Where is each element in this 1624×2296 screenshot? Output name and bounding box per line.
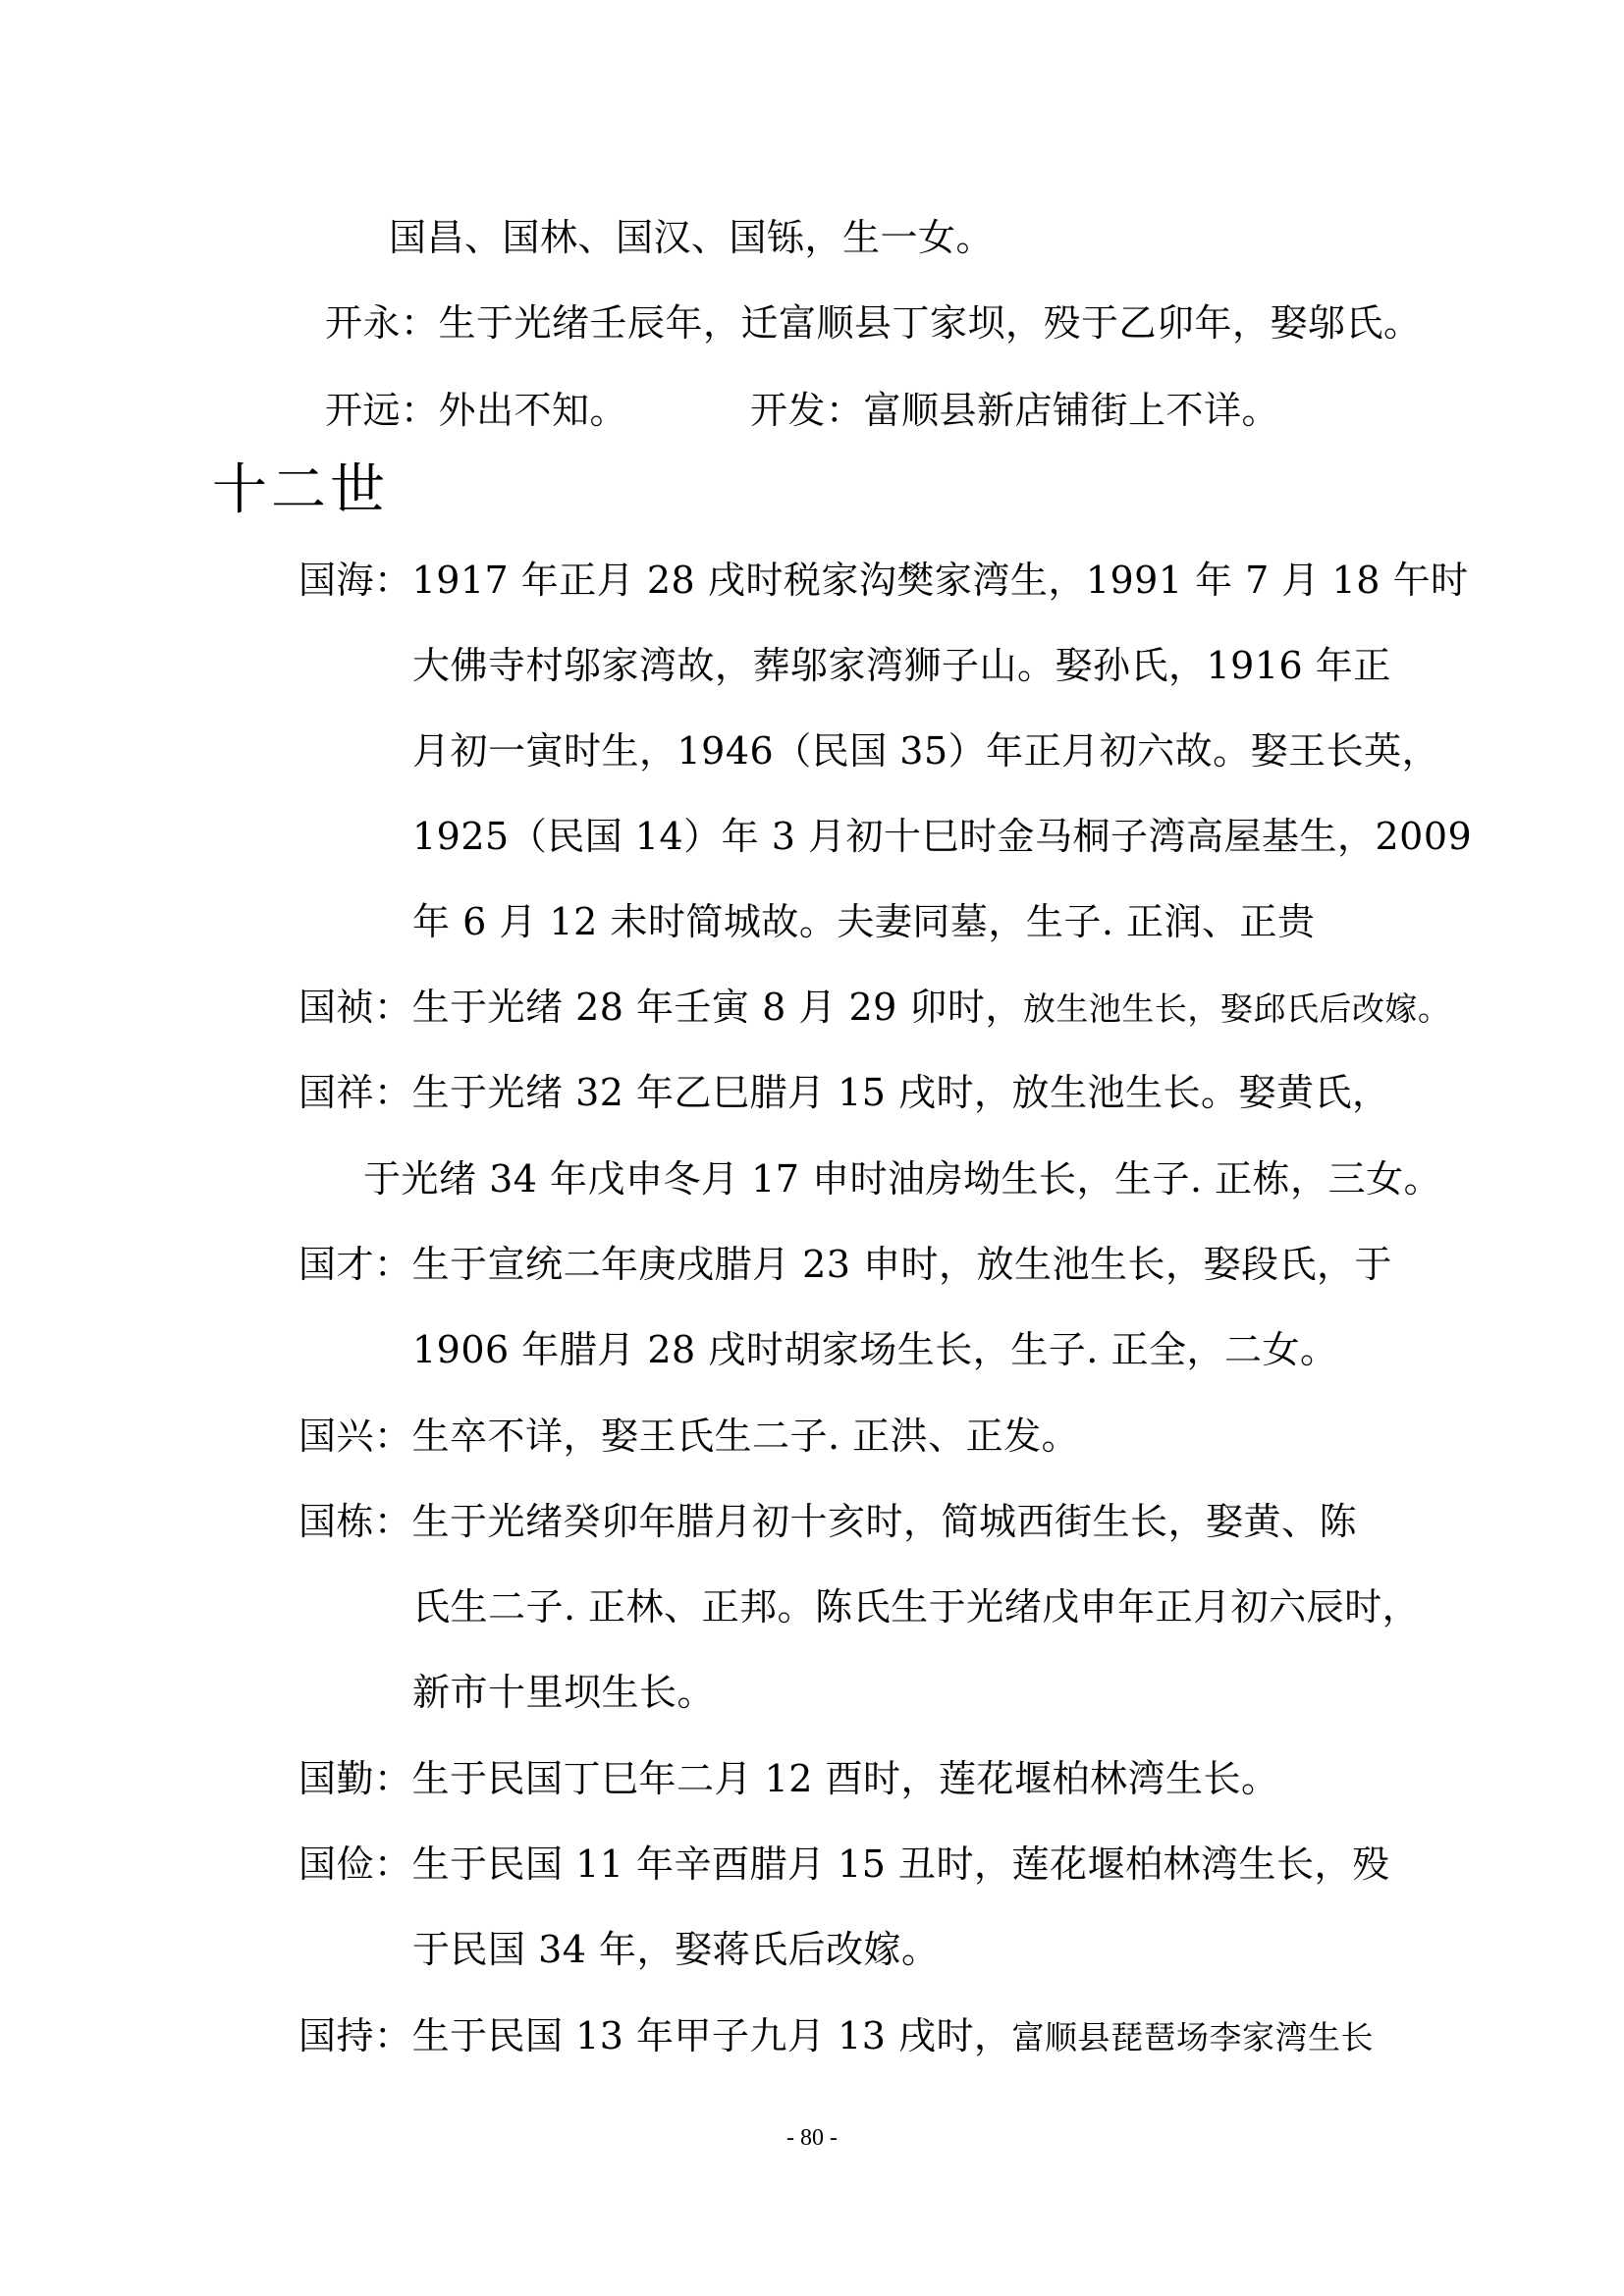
entry-text: 生于光绪癸卯年腊月初十亥时，简城西街生长，娶黄、陈 bbox=[411, 1500, 1358, 1543]
entry-guojian-line-2: 于民国 34 年，娶蒋氏后改嫁。 bbox=[412, 1928, 940, 1971]
entry-guojian-line-1 bbox=[298, 1842, 1390, 1887]
entry-guoxiang-line-1 bbox=[298, 1070, 1390, 1115]
entry-text: 生卒不详，娶王氏生二子. 正洪、正发。 bbox=[411, 1415, 1080, 1458]
entry-guohai-line-3: 月初一寅时生，1946（民国 35）年正月初六故。娶王长英， bbox=[412, 729, 1440, 773]
entry-name: 国祥： bbox=[298, 1071, 412, 1114]
entry-name: 国栋： bbox=[298, 1500, 412, 1543]
entry-guoxiang-line-2: 于光绪 34 年戊申冬月 17 申时油房坳生长，生子. 正栋，三女。 bbox=[363, 1157, 1442, 1201]
entry-guoxing bbox=[298, 1414, 1079, 1459]
entry-kaiyuan: 开远：外出不知。 bbox=[325, 389, 628, 432]
entry-text: 生于民国 13 年甲子九月 13 戌时， bbox=[411, 2014, 1012, 2057]
entry-kaifa: 开发：富顺县新店铺街上不详。 bbox=[750, 389, 1280, 432]
entry-guoqin bbox=[298, 1756, 1279, 1801]
entry-guodong-line-1 bbox=[298, 1499, 1357, 1544]
continuation-line: 国昌、国林、国汉、国铄，生一女。 bbox=[389, 216, 995, 259]
entry-kaiyong: 开永：生于光绪壬辰年，迁富顺县丁家坝，殁于乙卯年，娶邬氏。 bbox=[325, 301, 1422, 345]
entry-guohai-line-5: 年 6 月 12 未时简城故。夫妻同墓，生子. 正润、正贵 bbox=[412, 900, 1316, 943]
entry-guocai-line-2: 1906 年腊月 28 戌时胡家场生长，生子. 正全，二女。 bbox=[412, 1328, 1338, 1371]
entry-guocai-line-1 bbox=[298, 1242, 1392, 1287]
entry-text: 生于民国 11 年辛酉腊月 15 丑时，莲花堰柏林湾生长，殁 bbox=[411, 1842, 1390, 1886]
entry-name: 国持： bbox=[298, 2014, 412, 2057]
entry-guozhen bbox=[298, 985, 1450, 1032]
entry-text: 1917 年正月 28 戌时税家沟樊家湾生，1991 年 7 月 18 午时 bbox=[411, 559, 1469, 602]
entry-text-small: 富顺县琵琶场李家湾生长 bbox=[1011, 2018, 1375, 2056]
entry-guohai-line-4: 1925（民国 14）年 3 月初十巳时金马桐子湾高屋基生，2009 bbox=[412, 815, 1473, 858]
entry-text: 生于光绪 32 年乙巳腊月 15 戌时，放生池生长。娶黄氏， bbox=[411, 1071, 1390, 1114]
entry-text-small: 放生池生长，娶邱氏后改嫁。 bbox=[1022, 989, 1451, 1028]
entry-name: 国勤： bbox=[298, 1757, 412, 1800]
entry-guohai-line-2: 大佛寺村邬家湾故，葬邬家湾狮子山。娶孙氏，1916 年正 bbox=[412, 644, 1391, 687]
entry-name: 国兴： bbox=[298, 1415, 412, 1458]
page-number: - 80 - bbox=[786, 2125, 838, 2151]
entry-text: 生于宣统二年庚戌腊月 23 申时，放生池生长，娶段氏，于 bbox=[411, 1243, 1393, 1286]
entry-guohai-line-1 bbox=[298, 558, 1468, 603]
section-heading: 十二世 bbox=[212, 458, 389, 522]
entry-name: 国才： bbox=[298, 1243, 412, 1286]
entry-name: 国祯： bbox=[298, 986, 412, 1029]
entry-guodong-line-3: 新市十里坝生长。 bbox=[412, 1671, 716, 1714]
entry-name: 国海： bbox=[298, 559, 412, 602]
entry-guodong-line-2: 氏生二子. 正林、正邦。陈氏生于光绪戊申年正月初六辰时， bbox=[412, 1585, 1421, 1629]
entry-text: 生于光绪 28 年壬寅 8 月 29 卯时， bbox=[411, 986, 1023, 1029]
entry-guochi bbox=[298, 2013, 1374, 2060]
entry-text: 生于民国丁巳年二月 12 酉时，莲花堰柏林湾生长。 bbox=[411, 1757, 1279, 1800]
entry-name: 国俭： bbox=[298, 1842, 412, 1886]
